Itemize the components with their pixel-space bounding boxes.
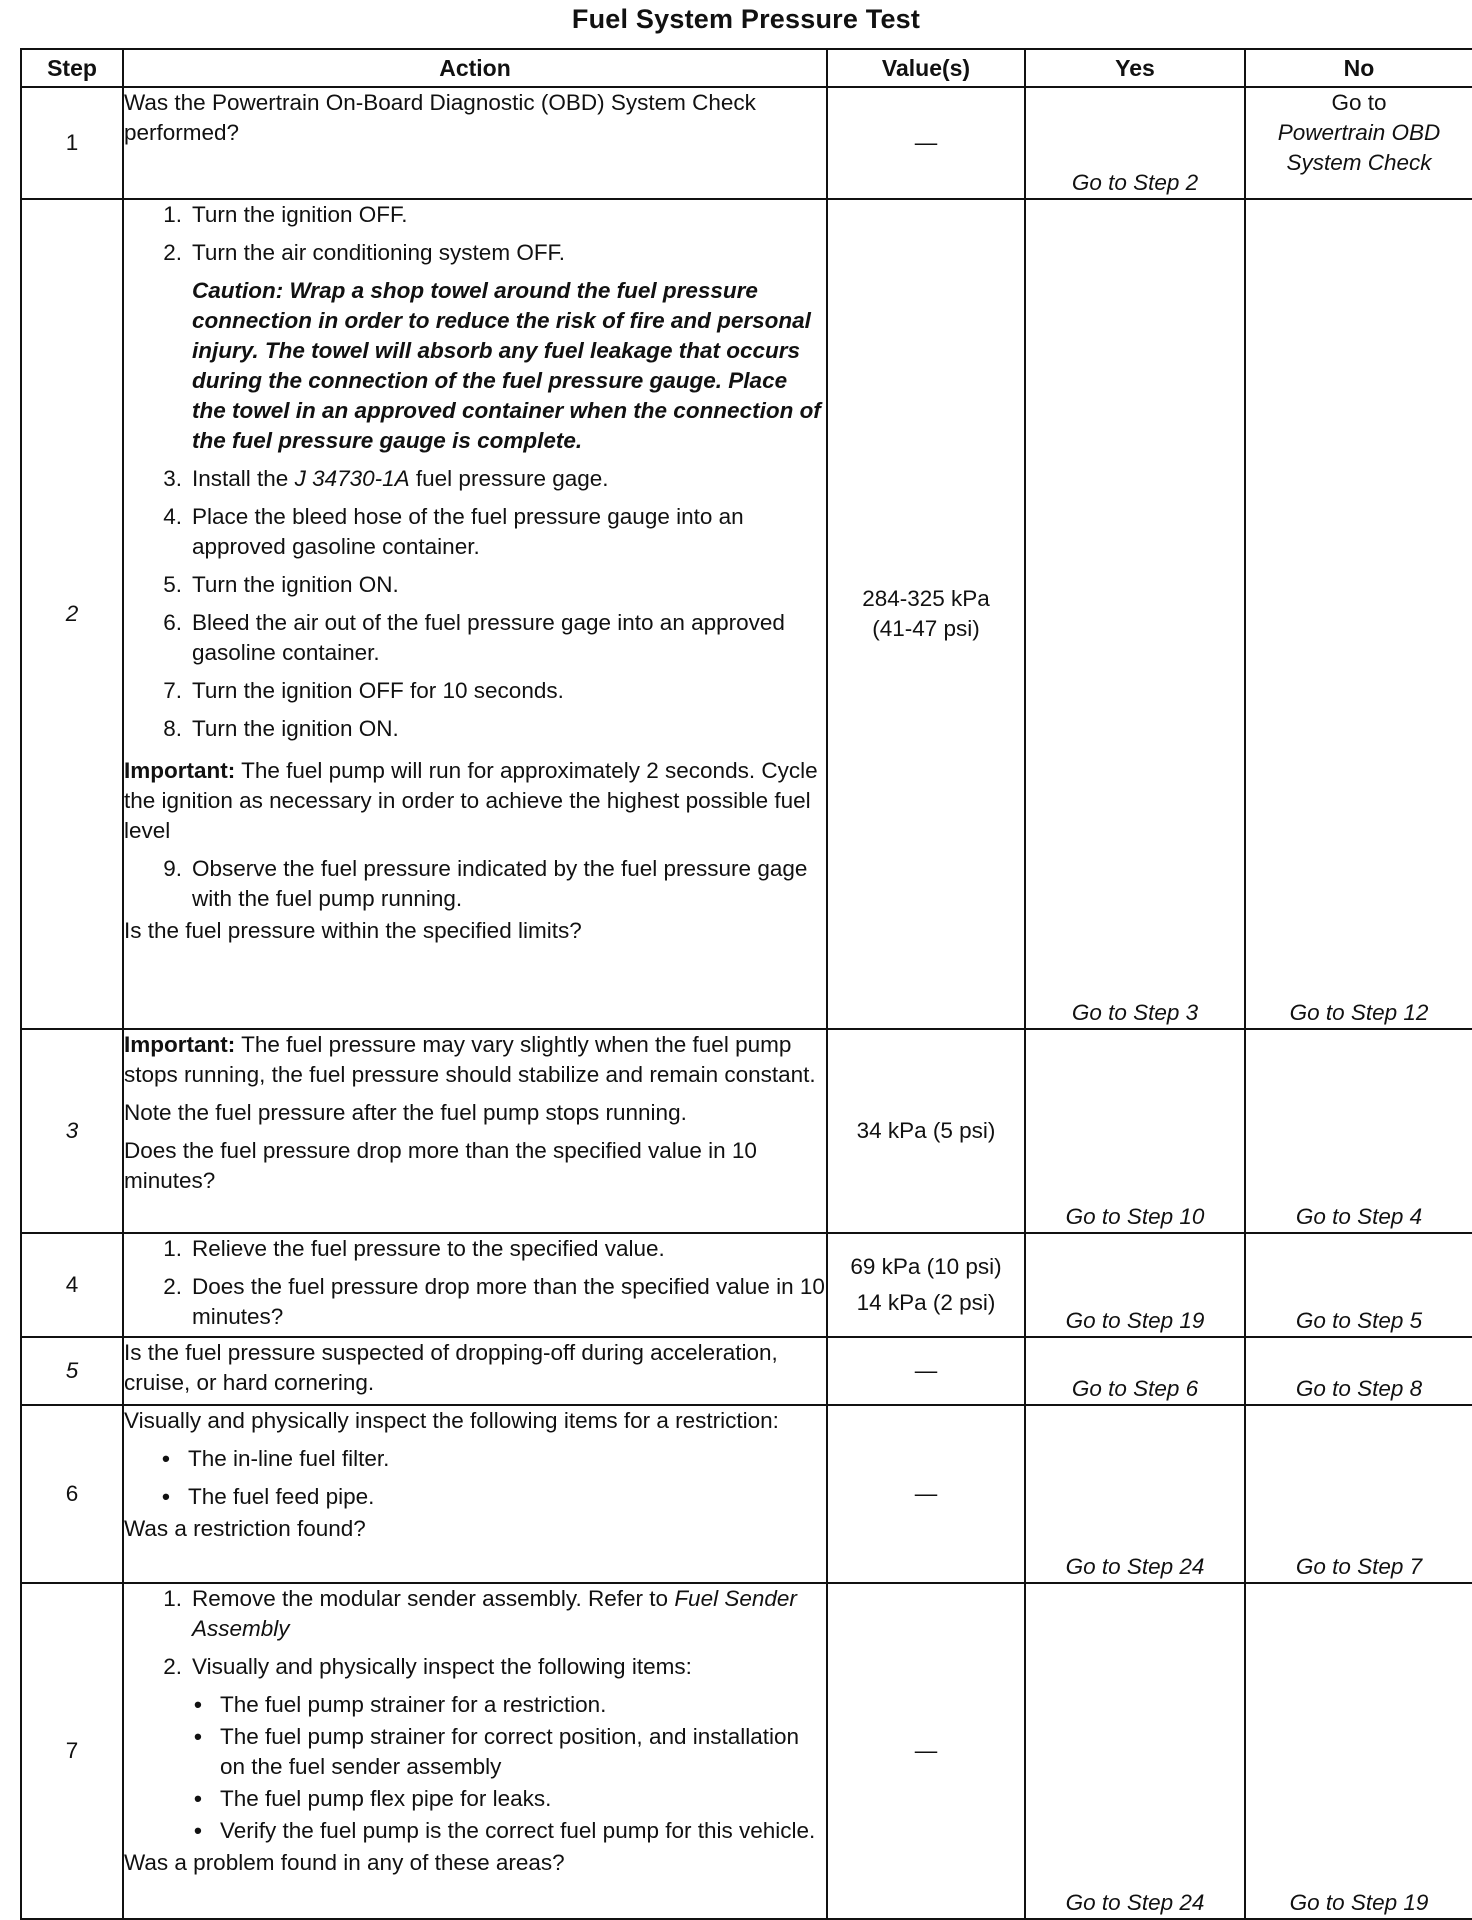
numbered-item: 4. Place the bleed hose of the fuel pressure gauge into an approved gasoline container.: [163, 504, 744, 559]
numbered-item: 3. Install the J 34730-1A fuel pressure gage.: [163, 466, 609, 491]
action-cell: [123, 199, 827, 1029]
action-cell: [123, 1583, 827, 1919]
column-header-no: No: [1245, 49, 1472, 87]
value-cell: —: [827, 87, 1025, 199]
reference-fuel-sender-assembly: Fuel Sender Assembly: [192, 1586, 797, 1641]
fuel-pressure-test-table: [20, 48, 1472, 1920]
numbered-item: 1. Remove the modular sender assembly. Refer to Fuel Sender Assembly: [163, 1586, 797, 1641]
no-link-powertrain-obd: Powertrain OBD: [1277, 120, 1441, 145]
important-note: Important: The fuel pump will run for approximately 2 seconds. Cycle the ignition as necessary in order to achieve the highest possible fuel level: [124, 758, 818, 843]
header-row: [21, 49, 1472, 87]
table-row-step-3: [21, 1029, 1472, 1233]
intro-text: Visually and physically inspect the following items for a restriction:: [124, 1408, 779, 1433]
document-title: Fuel System Pressure Test: [571, 4, 921, 34]
step-number: 5: [21, 1337, 123, 1405]
numbered-item: 2. Visually and physically inspect the following items:: [163, 1654, 692, 1679]
numbered-item: 2. Does the fuel pressure drop more than the specified value in 10 minutes?: [163, 1274, 825, 1329]
bullet-item: • Verify the fuel pump is the correct fuel pump for this vehicle.: [194, 1818, 816, 1843]
yes-cell: Go to Step 24: [1025, 1405, 1245, 1583]
no-cell: Go to Step 5: [1245, 1233, 1472, 1337]
value-cell: 34 kPa (5 psi): [827, 1029, 1025, 1233]
no-cell: [1245, 87, 1472, 199]
numbered-item: 9. Observe the fuel pressure indicated by the fuel pressure gage with the fuel pump running.: [163, 856, 808, 911]
action-cell: [123, 1233, 827, 1337]
bullet-item: • The fuel feed pipe.: [162, 1484, 375, 1509]
question-text: Is the fuel pressure within the specified limits?: [124, 918, 582, 943]
value-cell: 69 kPa (10 psi) 14 kPa (2 psi): [827, 1233, 1025, 1337]
action-cell: [123, 1029, 827, 1233]
value-cell: —: [827, 1583, 1025, 1919]
action-cell: [123, 1405, 827, 1583]
yes-cell: Go to Step 3: [1025, 199, 1245, 1029]
step-number: 4: [21, 1233, 123, 1337]
question-text: Was a problem found in any of these areas?: [124, 1850, 565, 1875]
action-text: Was the Powertrain On-Board Diagnostic (OBD) System Check performed?: [124, 90, 756, 145]
tool-reference: J 34730-1A: [294, 466, 410, 491]
bullet-item: • The fuel pump flex pipe for leaks.: [194, 1786, 552, 1811]
table-row-step-2: [21, 199, 1472, 1029]
numbered-item: 8. Turn the ignition ON.: [163, 716, 399, 741]
no-cell: Go to Step 12: [1245, 199, 1472, 1029]
yes-cell: Go to Step 19: [1025, 1233, 1245, 1337]
bullet-item: • The fuel pump strainer for correct position, and installation on the fuel sender assembly: [194, 1724, 800, 1779]
table-row-step-4: [21, 1233, 1472, 1337]
no-cell: Go to Step 19: [1245, 1583, 1472, 1919]
important-note: Important: The fuel pressure may vary slightly when the fuel pump stops running, the fuel pressure should stabilize and remain constant.: [124, 1032, 816, 1087]
yes-cell: Go to Step 24: [1025, 1583, 1245, 1919]
numbered-item: 7. Turn the ignition OFF for 10 seconds.: [163, 678, 564, 703]
yes-cell: Go to Step 2: [1025, 87, 1245, 199]
table-row-step-6: [21, 1405, 1472, 1583]
value-cell: —: [827, 1405, 1025, 1583]
action-cell: [123, 87, 827, 199]
action-cell: [123, 1337, 827, 1405]
no-cell: Go to Step 4: [1245, 1029, 1472, 1233]
no-cell: Go to Step 8: [1245, 1337, 1472, 1405]
numbered-item: 5. Turn the ignition ON.: [163, 572, 399, 597]
column-header-yes: Yes: [1025, 49, 1245, 87]
step-number: 1: [21, 87, 123, 199]
table-row-step-5: [21, 1337, 1472, 1405]
question-text: Does the fuel pressure drop more than the specified value in 10 minutes?: [124, 1138, 757, 1193]
step-number: 7: [21, 1583, 123, 1919]
numbered-item: 6. Bleed the air out of the fuel pressure gage into an approved gasoline container.: [163, 610, 785, 665]
numbered-item: 1. Turn the ignition OFF.: [163, 202, 408, 227]
yes-cell: Go to Step 10: [1025, 1029, 1245, 1233]
value-cell: 284-325 kPa (41-47 psi): [827, 199, 1025, 1029]
question-text: Was a restriction found?: [124, 1516, 366, 1541]
column-header-step: Step: [21, 49, 123, 87]
no-link-system-check: System Check: [1286, 150, 1432, 175]
column-header-action: Action: [123, 49, 827, 87]
numbered-item: 2. Turn the air conditioning system OFF.: [163, 240, 566, 265]
caution-note: Caution: Wrap a shop towel around the fuel pressure connection in order to reduce the risk of fire and personal injury. The towel will absorb any fuel leakage that occurs during the connection of the fuel pressure gauge. Place the towel in an approved container when the connection of the fuel pressure gauge is complete.: [192, 278, 821, 453]
no-line: Go to: [1331, 90, 1387, 115]
numbered-item: 1. Relieve the fuel pressure to the specified value.: [163, 1236, 665, 1261]
no-cell: Go to Step 7: [1245, 1405, 1472, 1583]
note-text: Note the fuel pressure after the fuel pump stops running.: [124, 1100, 687, 1125]
value-cell: —: [827, 1337, 1025, 1405]
step-number: 6: [21, 1405, 123, 1583]
step-number: 3: [21, 1029, 123, 1233]
table-row-step-1: [21, 87, 1472, 199]
column-header-value: Value(s): [827, 49, 1025, 87]
bullet-item: • The fuel pump strainer for a restriction.: [194, 1692, 607, 1717]
step-number: 2: [21, 199, 123, 1029]
bullet-item: • The in-line fuel filter.: [162, 1446, 390, 1471]
question-text: Is the fuel pressure suspected of dropping-off during acceleration, cruise, or hard cornering.: [124, 1340, 778, 1395]
yes-cell: Go to Step 6: [1025, 1337, 1245, 1405]
table-row-step-7: [21, 1583, 1472, 1919]
